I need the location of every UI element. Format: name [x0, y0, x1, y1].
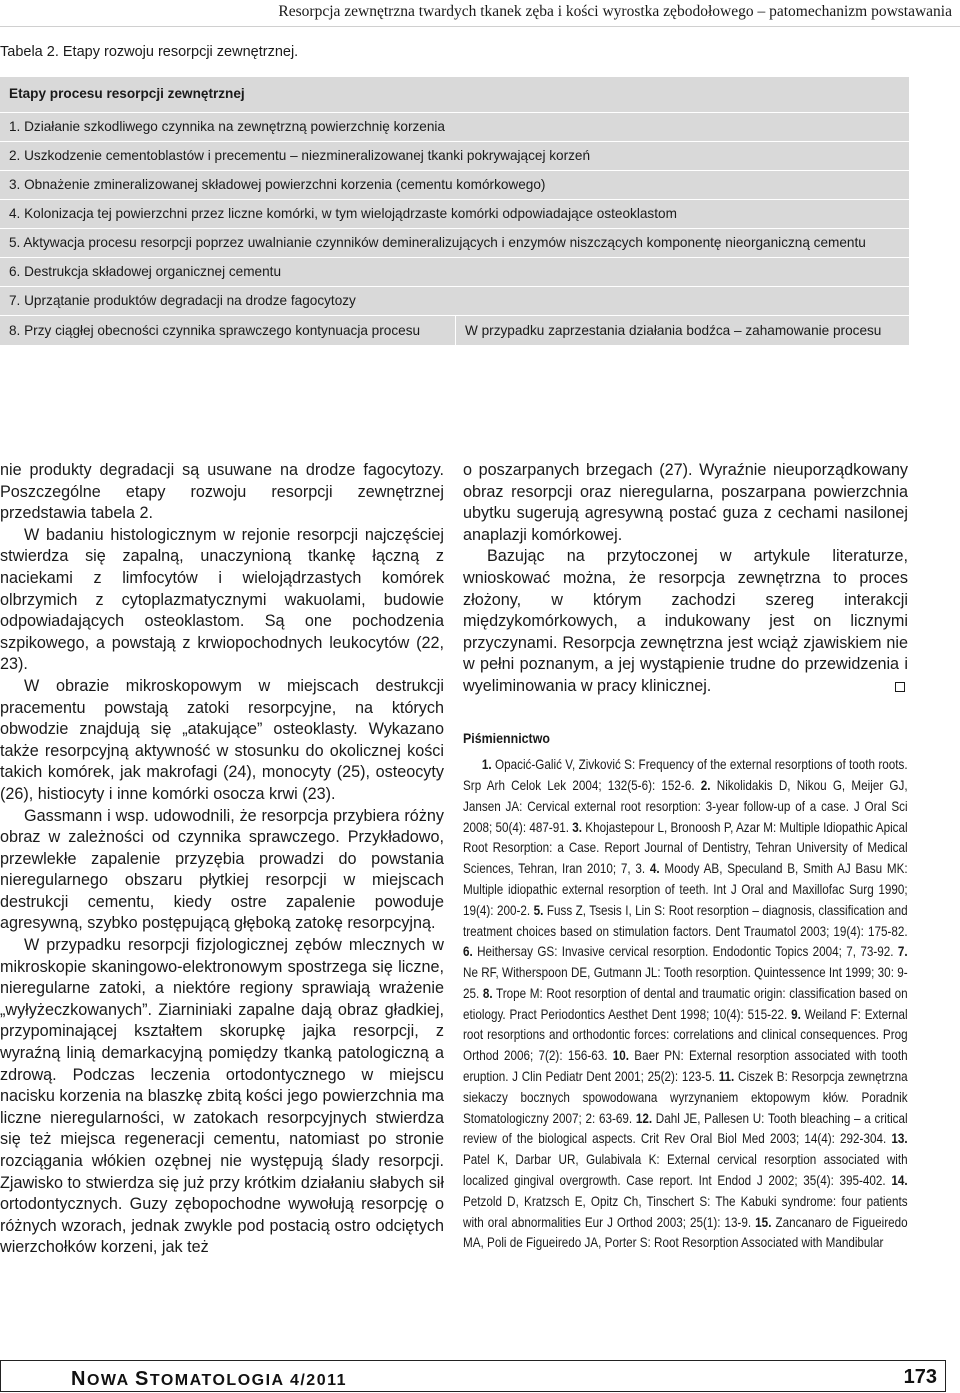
table-row: [0, 199, 909, 228]
paragraph: Gassmann i wsp. udowodnili, że resorpcja przybiera różny obraz w zależności od czynnika sprawczego. Przykładowo, przewlekłe zapalenie przyzębia prowadzi do powstania nieregularnego obszaru płytkiej resorpcji w miejscach destrukcji cementu, kiedy ostre zapalenie powoduje agresywną, szybko postępującą głęboką zatokę resorpcyjną.: [0, 806, 444, 933]
reference-text: Moody AB, Speculand B, Smith AJ Basu MK: Multiple idiopathic external resorption of teeth. Int J Oral and Maxillofac Surg 1990; 19(4): 200-2.: [463, 861, 908, 918]
table-cell-inhibition: W przypadku zaprzestania działania bodźca – zahamowanie procesu: [465, 323, 882, 338]
paragraph-text: Bazując na przytoczonej w artykule literaturze, wnioskować można, że resorpcja zewnętrzna to proces złożony, w którym zachodzi szereg interakcji międzykomórkowych, a indukowany jest on licznymi przyczynami. Resorpcja zewnętrzna jest wciąż zjawiskiem nie w pełni poznanym, a jej wystąpienie trudne do przewidzenia i wyeliminowania w pracy klinicznej.: [463, 547, 908, 695]
reference-text: Petzold D, Kratzsch E, Opitz Ch, Tinschert S: The Kabuki syndrome: four patients with oral abnormalities Eur J Orthod 2003; 25(1): 13-9.: [463, 1193, 908, 1230]
reference-number: 6.: [463, 944, 473, 960]
reference-number: 13.: [891, 1131, 908, 1147]
reference-number: 7.: [897, 944, 908, 960]
paragraph: o poszarpanych brzegach (27). Wyraźnie nieuporządkowany obraz resorpcji oraz nieregularna, poszarpana powierzchnia ubytku sugerują agresywną postać guza z cechami nasilonej anaplazji komórkowej.: [463, 461, 908, 544]
page-footer: [0, 1360, 946, 1392]
end-of-article-icon: [895, 682, 905, 692]
reference-text: Heithersay GS: Invasive cervical resorption. Endodontic Topics 2004; 7, 73-92.: [472, 944, 898, 960]
journal-initial: S: [135, 1368, 150, 1390]
reference-number: 10.: [612, 1048, 630, 1064]
table-row-split: [0, 315, 909, 345]
journal-initial: N: [71, 1368, 87, 1390]
paragraph: W przypadku resorpcji fizjologicznej zębów mlecznych w mikroskopie skaningowo-elektronowym spostrzega się liczne, nieregularne zatoki, a niektóre regiony sprawiają wrażenie „wyłyżeczkowanych”. Ziarniniaki zapalne dają obraz gładkiej, przypominającej kształtem skorupkę jajka resorpcji, z wyraźną linią demarkacyjną pomiędzy tkanką patologiczną a zdrową. Podczas leczenia ortodontycznego w miejscu nacisku korzenia na blaszkę zbitą kości jego powierzchnia ma liczne nieregularności, w zatokach resorpcyjnych stwierdza się też miejsca regeneracji cementu, natomiast po stronie rozciągania włókien ozębnej nie występują ślady resorpcji. Zjawisko to stwierdza się już przy krótkim działaniu słabych sił ortodontycznych. Guzy zębopochodne wywołują resorpcję o różnych wzorach, jednak zwykle pod postacią ostro odciętych wierzchołków korzeni, jak też: [0, 936, 444, 1257]
paragraph: W badaniu histologicznym w rejonie resorpcji najczęściej stwierdza się zapalną, unaczynioną tkankę łączną z naciekami z limfocytów i wielojądrzastych komórek olbrzymich z cytoplazmatycznymi wakuolami, budowie odpowiadających osteoklastom. Są one pochodzenia szpikowego, a powstają z krwiopochodnych leukocytów (22, 23).: [0, 525, 444, 674]
table-cell: 4. Kolonizacja tej powierzchni przez liczne komórki, w tym wielojądrzaste komórki odpowiadające osteoklastom: [9, 206, 677, 221]
reference-text: Dahl JE, Pallesen U: Tooth bleaching – a critical review of the biological aspects. Crit Rev Oral Biol Med 2003; 14(4): 292-304.: [463, 1110, 908, 1147]
reference-text: Khojastepour L, Bronoosh P, Azar M: Multiple Idiopathic Apical Root Resorption: a Case. Report Journal of Dentistry, Tehran University of Medical Sciences, Tehran, Iran 2010; 7, 3.: [463, 819, 908, 877]
stages-table: [0, 77, 909, 345]
references-list: [463, 755, 908, 1254]
table-cell: 1. Działanie szkodliwego czynnika na zewnętrzną powierzchnię korzenia: [9, 119, 445, 134]
journal-word: TOMATOLOGIA: [149, 1372, 290, 1389]
table-row: [0, 112, 909, 141]
table-header: Etapy procesu resorpcji zewnętrznej: [9, 86, 245, 101]
table-cell: 3. Obnażenie zmineralizowanej składowej powierzchni korzenia (cementu komórkowego): [9, 177, 546, 192]
reference-number: 11.: [718, 1069, 735, 1085]
table-row: [0, 170, 909, 199]
paragraph: W obrazie mikroskopowym w miejscach destrukcji pracementu powstają zatoki resorpcyjne, na których obwodzie znajdują się „atakujące” osteoklasty. Wykazano także resorpcyjną aktywność w stosunku do okolicznej kości takich komórek, jak makrofagi (24), monocyty (25), osteocyty (26), histiocyty i inne komórki osocza krwi (23).: [0, 676, 444, 803]
right-column: [463, 460, 908, 1254]
reference-number: 14.: [891, 1173, 908, 1189]
journal-title: [71, 1368, 347, 1391]
journal-word: OWA: [86, 1372, 136, 1389]
table-cell-continuation: 8. Przy ciągłej obecności czynnika sprawczego kontynuacja procesu: [0, 316, 456, 345]
reference-text: Nikolidakis D, Nikou G, Meijer GJ, Jansen JA: Cervical external root resorption: 3-year follow-up of a case. J Oral Sci 2008; 50(4): 487-91.: [463, 777, 908, 835]
table-row: [0, 257, 909, 286]
head-rule: [0, 26, 960, 27]
reference-number: 8.: [482, 985, 493, 1001]
references-heading: Piśmiennictwo: [463, 730, 550, 746]
journal-issue: 4/2011: [289, 1372, 348, 1389]
reference-number: 12.: [635, 1110, 653, 1126]
reference-number: 4.: [649, 861, 660, 877]
reference-text: Ne RF, Witherspoon DE, Gutmann JL: Tooth resorption. Quintessence Int 1999; 30: 9-25.: [463, 965, 908, 1001]
table-row: [0, 141, 909, 170]
table-cell: 2. Uszkodzenie cementoblastów i precementu – niezmineralizowanej tkanki pokrywającej korzeń: [9, 148, 591, 163]
reference-number: 5.: [533, 902, 544, 918]
left-column: [0, 460, 444, 1259]
reference-text: Weiland F: External root resorptions and orthodontic forces: correlations and clinical consequences. Prog Orthod 2006; 7(2): 156-63.: [463, 1006, 908, 1064]
running-head: Resorpcja zewnętrzna twardych tkanek zęba i kości wyrostka zębodołowego – patomechanizm powstawania: [278, 3, 952, 20]
reference-text: Opacić-Galić V, Zivković S: Frequency of the external resorptions of tooth roots. Srp Arh Celok Lek 2004; 132(5-6): 152-6.: [463, 757, 908, 793]
reference-number: 3.: [572, 819, 583, 835]
reference-text: Zancanaro de Figueiredo MA, Poli de Figueiredo JA, Porter S: Root Resorption Associated with Mandibular: [463, 1214, 908, 1251]
table-row: [0, 228, 909, 257]
reference-number: 1.: [481, 757, 492, 773]
reference-number: 9.: [791, 1006, 801, 1022]
reference-number: 15.: [755, 1214, 772, 1230]
table-header-row: [0, 77, 909, 112]
reference-number: 2.: [700, 777, 711, 793]
reference-text: Ciszek B: Resorpcja zewnętrzna siekaczy bocznych spowodowana wyrzynaniem ektopowym kłów. Poradnik Stomatologiczny 2007; 2: 63-69.: [463, 1069, 908, 1126]
page-number: 173: [903, 1366, 937, 1388]
table-row: [0, 286, 909, 315]
reference-text: Baer PN: External resorption associated with tooth eruption. J Clin Pediatr Dent 2001; 25(2): 123-5.: [463, 1048, 908, 1085]
paragraph: [463, 546, 908, 697]
reference-text: Trope M: Root resorption of dental and traumatic origin: classification based on etiology. Pract Periodontics Aesthet Dent 1998; 10(4): 515-22.: [463, 985, 908, 1022]
reference-text: Fuss Z, Tsesis I, Lin S: Root resorption – diagnosis, classification and treatment choices based on stimulation factors. Dent Traumatol 2003; 19(4): 175-82.: [463, 902, 908, 939]
paragraph: nie produkty degradacji są usuwane na drodze fagocytozy. Poszczególne etapy rozwoju resorpcji zewnętrznej przedstawia tabela 2.: [0, 461, 444, 523]
table-cell: 6. Destrukcja składowej organicznej cementu: [9, 264, 282, 279]
table-caption: Tabela 2. Etapy rozwoju resorpcji zewnętrznej.: [0, 44, 299, 60]
table-cell: 7. Uprzątanie produktów degradacji na drodze fagocytozy: [9, 293, 356, 308]
reference-text: Patel K, Darbar UR, Gulabivala K: External cervical resorption associated with localized gingival overgrowth. Case report. Int Endod J 2002; 35(4): 395-402.: [463, 1152, 908, 1189]
table-cell: 5. Aktywacja procesu resorpcji poprzez uwalnianie czynników demineralizujących i enzymów niszczących komponentę nieorganiczną cementu: [9, 235, 866, 250]
